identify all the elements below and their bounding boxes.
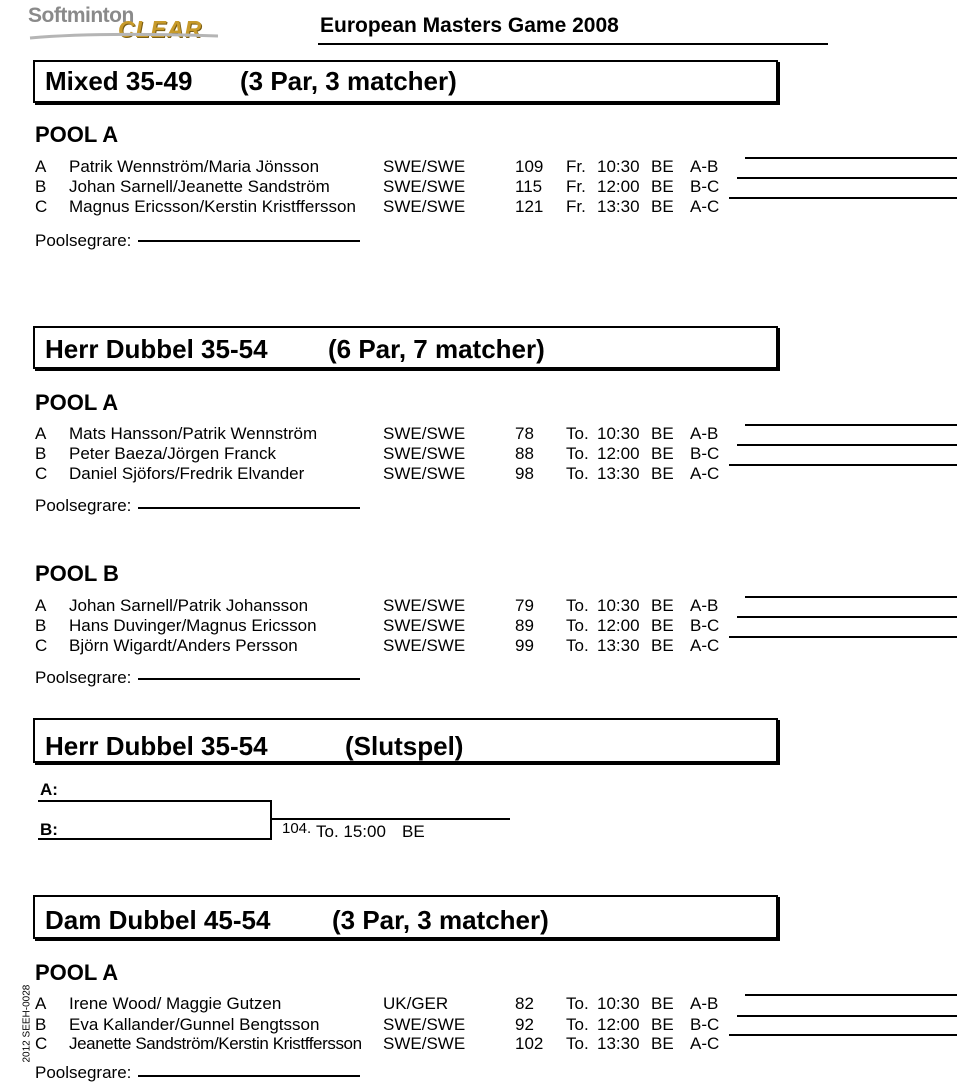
row-country: SWE/SWE: [383, 197, 466, 216]
bracket-label-a: A:: [40, 780, 58, 799]
row-matchup: A-B: [690, 157, 719, 176]
row-country: UK/GER: [383, 994, 449, 1013]
row-letter: C: [35, 197, 48, 216]
row-court: BE: [651, 424, 674, 443]
row-match-number: 78: [515, 424, 534, 443]
row-matchup: A-B: [690, 424, 719, 443]
row-day: To.: [566, 1015, 589, 1034]
section-title-slutspel: Herr Dubbel 35-54: [45, 731, 268, 761]
row-country: SWE/SWE: [383, 596, 466, 615]
row-court: BE: [651, 1015, 674, 1034]
pool-seeding-label: Poolsegrare:: [35, 231, 132, 250]
row-time: 12:00: [597, 177, 640, 196]
result-line: [737, 616, 957, 618]
row-letter: A: [35, 994, 47, 1013]
row-country: SWE/SWE: [383, 157, 466, 176]
row-court: BE: [651, 157, 674, 176]
row-match-number: 92: [515, 1015, 534, 1034]
row-player-names: Björn Wigardt/Anders Persson: [69, 636, 298, 655]
row-matchup: B-C: [690, 177, 720, 196]
logo-swoosh-icon: [28, 30, 228, 42]
row-player-names: Magnus Ericsson/Kerstin Kristffersson: [69, 197, 356, 216]
document-code: 2012 SEEH-0028: [21, 984, 33, 1063]
row-country: SWE/SWE: [383, 177, 466, 196]
row-matchup: A-C: [690, 197, 720, 216]
row-letter: C: [35, 1034, 48, 1053]
row-time: 12:00: [597, 1015, 640, 1034]
softminton-clear-logo: [28, 4, 238, 44]
row-matchup: A-B: [690, 596, 719, 615]
row-letter: C: [35, 464, 48, 483]
row-court: BE: [651, 464, 674, 483]
row-court: BE: [651, 177, 674, 196]
row-player-names: Irene Wood/ Maggie Gutzen: [69, 994, 282, 1013]
row-country: SWE/SWE: [383, 636, 466, 655]
row-day: Fr.: [566, 157, 586, 176]
row-letter: B: [35, 616, 47, 635]
bracket-line-b: [38, 838, 272, 840]
pool-seeding-line: [138, 240, 360, 242]
row-player-names: Johan Sarnell/Patrik Johansson: [69, 596, 309, 615]
row-match-number: 109: [515, 157, 544, 176]
row-day: To.: [566, 616, 589, 635]
row-court: BE: [651, 197, 674, 216]
row-day: To.: [566, 994, 589, 1013]
section-info-mixed: (3 Par, 3 matcher): [240, 66, 457, 96]
row-match-number: 79: [515, 596, 534, 615]
pool-seeding-line: [138, 507, 360, 509]
row-court: BE: [651, 994, 674, 1013]
row-match-number: 115: [515, 177, 543, 196]
row-player-names: Hans Duvinger/Magnus Ericsson: [69, 616, 317, 635]
row-country: SWE/SWE: [383, 1015, 466, 1034]
bracket-label-b: B:: [40, 820, 58, 839]
result-line: [745, 157, 957, 159]
row-match-number: 102: [515, 1034, 544, 1053]
row-day: To.: [566, 444, 589, 463]
row-player-names: Johan Sarnell/Jeanette Sandström: [69, 177, 330, 196]
row-country: SWE/SWE: [383, 464, 466, 483]
row-day: To.: [566, 1034, 589, 1053]
row-match-number: 82: [515, 994, 534, 1013]
row-country: SWE/SWE: [383, 616, 466, 635]
pool-seeding-label: Poolsegrare:: [35, 496, 132, 515]
row-country: SWE/SWE: [383, 1034, 466, 1053]
row-court: BE: [651, 616, 674, 635]
row-letter: B: [35, 177, 47, 196]
pool-title: POOL B: [35, 561, 119, 586]
section-title-dam-dubbel: Dam Dubbel 45-54: [45, 905, 271, 935]
row-player-names: Jeanette Sandström/Kerstin Kristffersson: [69, 1034, 362, 1053]
result-line: [737, 177, 957, 179]
row-match-number: 99: [515, 636, 534, 655]
row-matchup: A-B: [690, 994, 719, 1013]
row-day: To.: [566, 596, 589, 615]
row-day: To.: [566, 464, 589, 483]
result-line: [729, 197, 957, 199]
bracket-match-court: BE: [402, 822, 425, 841]
row-player-names: Eva Kallander/Gunnel Bengtsson: [69, 1015, 320, 1034]
pool-seeding-label: Poolsegrare:: [35, 668, 132, 687]
result-line: [745, 994, 957, 996]
row-match-number: 88: [515, 444, 534, 463]
row-time: 10:30: [597, 424, 640, 443]
result-line: [729, 464, 957, 466]
row-matchup: B-C: [690, 1015, 720, 1034]
row-time: 13:30: [597, 1034, 640, 1053]
row-letter: A: [35, 424, 47, 443]
row-time: 10:30: [597, 994, 640, 1013]
result-line: [745, 424, 957, 426]
row-letter: A: [35, 596, 47, 615]
row-match-number: 121: [515, 197, 544, 216]
row-letter: C: [35, 636, 48, 655]
pool-title: POOL A: [35, 122, 119, 147]
row-matchup: A-C: [690, 1034, 720, 1053]
bracket-match-day-time: To. 15:00: [316, 822, 386, 841]
row-time: 10:30: [597, 596, 640, 615]
section-info-dam-dubbel: (3 Par, 3 matcher): [332, 905, 549, 935]
row-matchup: A-C: [690, 636, 720, 655]
pool-seeding-label: Poolsegrare:: [35, 1063, 132, 1082]
result-line: [737, 1015, 957, 1017]
result-line: [745, 596, 957, 598]
row-court: BE: [651, 596, 674, 615]
row-day: Fr.: [566, 197, 586, 216]
row-player-names: Daniel Sjöfors/Fredrik Elvander: [69, 464, 305, 483]
result-line: [737, 444, 957, 446]
result-line: [729, 1034, 957, 1036]
event-title: European Masters Game 2008: [320, 14, 619, 37]
row-player-names: Patrik Wennström/Maria Jönsson: [69, 157, 320, 176]
section-title-mixed: Mixed 35-49: [45, 66, 193, 96]
pool-seeding-line: [138, 1075, 360, 1077]
header-divider: [318, 43, 828, 45]
row-letter: B: [35, 1015, 47, 1034]
row-country: SWE/SWE: [383, 424, 466, 443]
row-time: 13:30: [597, 636, 640, 655]
row-court: BE: [651, 1034, 674, 1053]
row-letter: B: [35, 444, 47, 463]
bracket-line-a: [38, 800, 272, 802]
row-court: BE: [651, 636, 674, 655]
section-info-slutspel: (Slutspel): [345, 731, 464, 761]
row-player-names: Peter Baeza/Jörgen Franck: [69, 444, 276, 463]
row-matchup: A-C: [690, 464, 720, 483]
section-title-herr-dubbel: Herr Dubbel 35-54: [45, 334, 268, 364]
row-time: 12:00: [597, 444, 640, 463]
row-matchup: B-C: [690, 616, 720, 635]
pool-title: POOL A: [35, 960, 119, 985]
row-time: 10:30: [597, 157, 640, 176]
bracket-match-number: 104.: [282, 820, 312, 837]
pool-title: POOL A: [35, 390, 119, 415]
pool-seeding-line: [138, 678, 360, 680]
result-line: [729, 636, 957, 638]
logo-text-softminton: Softminton: [28, 4, 134, 27]
row-time: 13:30: [597, 197, 640, 216]
row-time: 12:00: [597, 616, 640, 635]
row-court: BE: [651, 444, 674, 463]
row-country: SWE/SWE: [383, 444, 466, 463]
row-day: To.: [566, 424, 589, 443]
logo-text-clear: CLEAR: [118, 16, 203, 42]
section-info-herr-dubbel: (6 Par, 7 matcher): [328, 334, 545, 364]
row-match-number: 89: [515, 616, 534, 635]
row-time: 13:30: [597, 464, 640, 483]
row-matchup: B-C: [690, 444, 720, 463]
row-match-number: 98: [515, 464, 534, 483]
row-letter: A: [35, 157, 47, 176]
row-day: To.: [566, 636, 589, 655]
row-day: Fr.: [566, 177, 586, 196]
row-player-names: Mats Hansson/Patrik Wennström: [69, 424, 318, 443]
